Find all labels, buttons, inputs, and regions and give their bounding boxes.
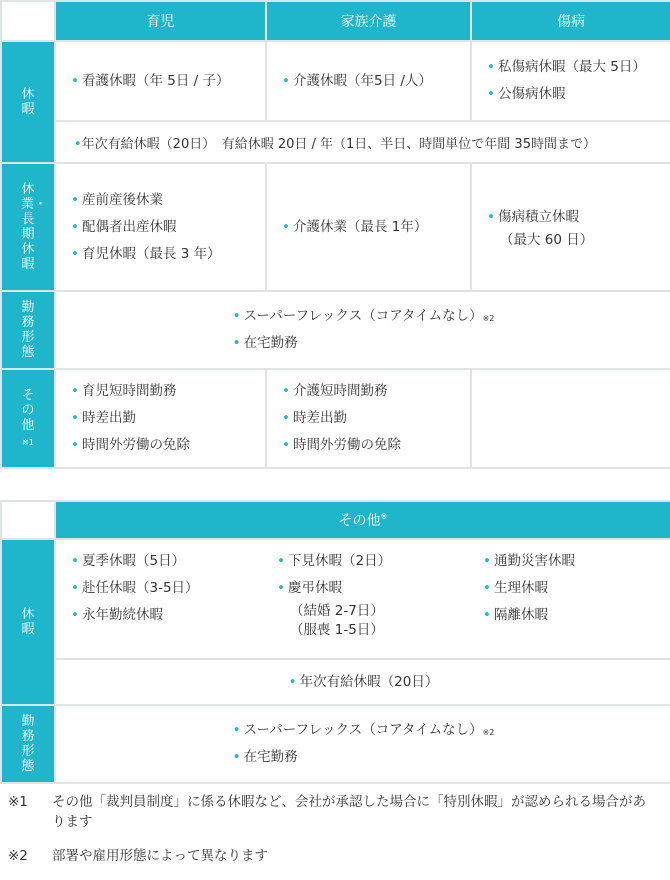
cell-longleave-nursing: [266, 163, 471, 291]
list-item: • 夏季休暇（5日）: [70, 548, 276, 575]
leave-table-other: [0, 500, 670, 784]
list-item: • 育児休暇（最長 3 年）: [70, 241, 251, 268]
corner-cell: [1, 1, 55, 41]
header-childcare: 育児: [55, 1, 266, 41]
cell-longleave-illness: [471, 163, 670, 291]
list-item: • 配偶者出産休暇: [70, 214, 251, 241]
row-label-work-style: 勤務形態: [1, 291, 55, 369]
list-item: • 時間外労働の免除: [70, 432, 251, 459]
list-item: • 慶弔休暇 （結婚 2-7日） （服喪 1-5日）: [276, 575, 482, 640]
list-item: • 年次有給休暇（20日）: [288, 669, 439, 696]
list-item: • 時差出勤: [281, 405, 456, 432]
list-item: • 公傷病休暇: [486, 81, 656, 108]
list-item: • 下見休暇（2日）: [276, 548, 482, 575]
cell-other-work-style: [55, 705, 670, 783]
cell-leave-childcare: [55, 41, 266, 121]
row-label-long-leave: 休業・長期休暇: [1, 163, 55, 291]
cell-work-style: [55, 291, 670, 369]
cell-other-childcare: [55, 369, 266, 468]
list-item: • 産前産後休業: [70, 187, 251, 214]
list-item: • 看護休暇（年 5日 / 子）: [70, 68, 251, 95]
cell-leave-nursing: [266, 41, 471, 121]
header-illness: 傷病: [471, 1, 670, 41]
header-other: その他※: [55, 501, 670, 539]
cell-other-annual-leave: [55, 659, 670, 705]
list-item: • 隔離休暇: [482, 602, 575, 629]
list-item: • 傷病積立休暇 （最大 60 日）: [486, 204, 656, 250]
cell-longleave-childcare: [55, 163, 266, 291]
list-item: • 介護短時間勤務: [281, 378, 456, 405]
list-item: • 育児短時間勤務: [70, 378, 251, 405]
row-label-other: その他 ※1: [1, 369, 55, 468]
footnote: ※1 その他「裁判員制度」に係る休暇など、会社が承認した場合に「特別休暇」が認められる場合があります: [8, 794, 646, 830]
list-item: • スーパーフレックス（コアタイムなし）$^{※2}$: [232, 303, 495, 330]
list-item: • 通勤災害休暇: [482, 548, 575, 575]
list-item: • スーパーフレックス（コアタイムなし）$^{※2}$: [232, 717, 495, 744]
corner-cell: [1, 501, 55, 539]
cell-other-leave: [55, 539, 670, 659]
list-item: • 永年勤続休暇: [70, 602, 276, 629]
bullet-icon: •: [74, 136, 82, 152]
list-item: • 生理休暇: [482, 575, 575, 602]
cell-annual-leave: •年次有給休暇（20日） 有給休暇 20日 / 年（1日、半日、時間単位で年間 35時間まで）: [55, 121, 670, 163]
cell-leave-illness: [471, 41, 670, 121]
list-item: • 在宅勤務: [232, 330, 495, 357]
row-label-work-style: 勤務形態: [1, 705, 55, 783]
header-nursing: 家族介護: [266, 1, 471, 41]
list-item: • 在宅勤務: [232, 744, 495, 771]
cell-other-nursing: [266, 369, 471, 468]
row-label-leave: 休暇: [1, 539, 55, 705]
list-item: • 時間外労働の免除: [281, 432, 456, 459]
list-item: • 介護休業（最長 1年）: [281, 214, 456, 241]
list-item: • 時差出勤: [70, 405, 251, 432]
row-label-leave: 休暇: [1, 41, 55, 163]
footnote: ※2 部署や雇用形態によって異なります: [8, 848, 268, 864]
list-item: • 介護休暇（年5日 /人）: [281, 68, 456, 95]
list-item: • 私傷病休暇（最大 5日）: [486, 54, 656, 81]
footnotes: [8, 792, 658, 880]
cell-other-illness: [471, 369, 670, 468]
list-item: • 赴任休暇（3-5日）: [70, 575, 276, 602]
